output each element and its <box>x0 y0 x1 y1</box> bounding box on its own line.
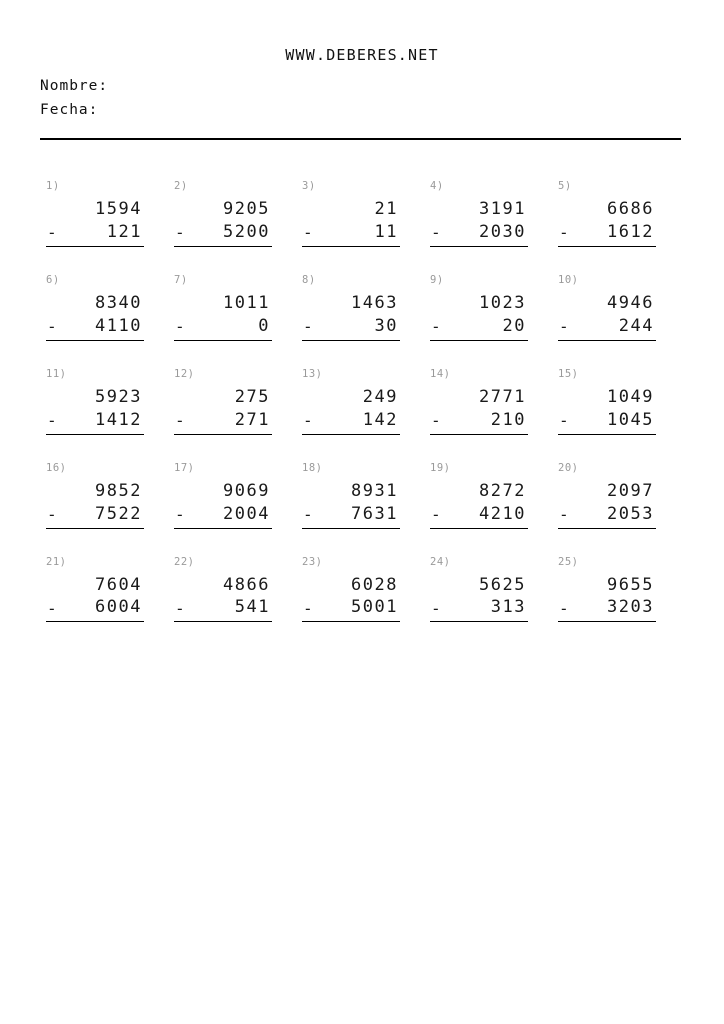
subtrahend-line <box>302 221 400 247</box>
operator-symbol: - <box>303 317 313 337</box>
problem-index: 11) <box>46 367 67 380</box>
operator-symbol: - <box>431 223 441 243</box>
subtrahend-line <box>174 221 272 247</box>
problem-index: 21) <box>46 555 67 568</box>
problem-cell <box>168 462 286 529</box>
subtrahend: 4210 <box>479 503 526 524</box>
problem-row <box>40 274 684 341</box>
operator-symbol: - <box>559 317 569 337</box>
subtrahend-line <box>46 409 144 435</box>
operator-symbol: - <box>559 411 569 431</box>
problem-cell <box>424 368 542 435</box>
minuend: 1023 <box>479 292 526 313</box>
operator-symbol: - <box>431 504 441 524</box>
operator-symbol: - <box>47 598 57 618</box>
problem-cell <box>40 462 158 529</box>
student-fields <box>40 78 680 126</box>
operator-symbol: - <box>431 317 441 337</box>
subtrahend: 30 <box>374 315 398 336</box>
problem-body <box>46 292 144 341</box>
subtrahend-line <box>302 409 400 435</box>
operator-symbol: - <box>175 504 185 524</box>
problem-index: 19) <box>430 461 451 474</box>
problem-index: 8) <box>302 273 316 286</box>
subtrahend-line <box>46 596 144 622</box>
operator-symbol: - <box>559 504 569 524</box>
operator-symbol: - <box>47 504 57 524</box>
problem-index: 24) <box>430 555 451 568</box>
operator-symbol: - <box>175 223 185 243</box>
subtrahend: 1412 <box>95 409 142 430</box>
problem-body <box>558 292 656 341</box>
problem-cell <box>296 180 414 247</box>
subtrahend: 142 <box>362 409 398 430</box>
operator-symbol: - <box>303 504 313 524</box>
problem-index: 22) <box>174 555 195 568</box>
subtrahend: 2030 <box>479 221 526 242</box>
subtrahend-line <box>302 503 400 529</box>
minuend: 1463 <box>351 292 398 313</box>
minuend: 275 <box>234 386 270 407</box>
minuend: 9205 <box>223 199 270 219</box>
problem-body <box>46 386 144 435</box>
problem-index: 23) <box>302 555 323 568</box>
problem-body <box>174 292 272 341</box>
minuend: 9852 <box>95 480 142 501</box>
problem-cell <box>40 556 158 623</box>
problem-index: 3) <box>302 180 316 192</box>
minuend: 2097 <box>607 480 654 501</box>
subtrahend: 6004 <box>95 597 142 618</box>
problem-row <box>40 368 684 435</box>
problem-index: 12) <box>174 367 195 380</box>
subtrahend-line <box>302 315 400 341</box>
problem-cell <box>168 274 286 341</box>
subtrahend: 541 <box>234 597 270 618</box>
subtrahend-line <box>558 503 656 529</box>
problem-index: 25) <box>558 555 579 568</box>
subtrahend: 244 <box>618 315 654 336</box>
subtrahend-line <box>174 409 272 435</box>
minuend: 8931 <box>351 480 398 501</box>
subtrahend-line <box>302 596 400 622</box>
minuend: 2771 <box>479 386 526 407</box>
problem-cell <box>40 368 158 435</box>
subtrahend-line <box>46 221 144 247</box>
site-title: WWW.DEBERES.NET <box>285 46 439 64</box>
problem-body <box>430 292 528 341</box>
operator-symbol: - <box>431 411 441 431</box>
subtrahend: 20 <box>502 315 526 336</box>
problem-body <box>174 574 272 623</box>
operator-symbol: - <box>175 411 185 431</box>
minuend: 7604 <box>95 574 142 595</box>
problem-cell <box>40 180 158 247</box>
problem-index: 5) <box>558 180 572 192</box>
subtrahend: 313 <box>490 597 526 618</box>
subtrahend-line <box>46 503 144 529</box>
subtrahend-line <box>558 409 656 435</box>
operator-symbol: - <box>175 598 185 618</box>
problem-row <box>40 462 684 529</box>
problem-body <box>302 574 400 623</box>
minuend: 4866 <box>223 574 270 595</box>
problem-index: 9) <box>430 273 444 286</box>
problem-index: 10) <box>558 273 579 286</box>
problem-body <box>558 574 656 623</box>
problem-index: 17) <box>174 461 195 474</box>
subtrahend-line <box>430 596 528 622</box>
problem-body <box>430 198 528 247</box>
problem-index: 4) <box>430 180 444 192</box>
problem-cell <box>424 462 542 529</box>
minuend: 9655 <box>607 574 654 595</box>
problem-body <box>430 386 528 435</box>
problem-cell <box>552 556 670 623</box>
subtrahend: 7631 <box>351 503 398 524</box>
operator-symbol: - <box>47 223 57 243</box>
problem-body <box>46 574 144 623</box>
operator-symbol: - <box>47 411 57 431</box>
operator-symbol: - <box>559 223 569 243</box>
problem-grid <box>40 180 684 649</box>
problem-cell <box>168 556 286 623</box>
minuend: 5923 <box>95 386 142 407</box>
problem-cell <box>296 274 414 341</box>
minuend: 5625 <box>479 574 526 595</box>
subtrahend: 11 <box>374 221 398 242</box>
minuend: 1049 <box>607 386 654 407</box>
subtrahend: 271 <box>234 409 270 430</box>
problem-index: 18) <box>302 461 323 474</box>
minuend: 8340 <box>95 292 142 313</box>
subtrahend: 210 <box>490 409 526 430</box>
subtrahend: 121 <box>106 221 142 242</box>
problem-cell <box>424 556 542 623</box>
subtrahend: 7522 <box>95 503 142 524</box>
name-field-label: Nombre: <box>40 78 109 94</box>
problem-cell <box>296 462 414 529</box>
subtrahend-line <box>558 221 656 247</box>
subtrahend-line <box>174 315 272 341</box>
problem-body <box>174 198 272 247</box>
operator-symbol: - <box>47 317 57 337</box>
problem-index: 15) <box>558 367 579 380</box>
problem-cell <box>424 274 542 341</box>
problem-index: 20) <box>558 461 579 474</box>
date-field-label: Fecha: <box>40 102 99 118</box>
operator-symbol: - <box>303 411 313 431</box>
problem-body <box>430 574 528 623</box>
subtrahend-line <box>430 315 528 341</box>
problem-cell <box>552 274 670 341</box>
subtrahend-line <box>558 596 656 622</box>
problem-body <box>302 386 400 435</box>
header-divider <box>40 138 681 140</box>
problem-index: 7) <box>174 273 188 286</box>
problem-cell <box>296 556 414 623</box>
problem-body <box>558 386 656 435</box>
problem-index: 13) <box>302 367 323 380</box>
problem-index: 16) <box>46 461 67 474</box>
subtrahend: 2004 <box>223 503 270 524</box>
problem-cell <box>552 462 670 529</box>
subtrahend: 1045 <box>607 409 654 430</box>
problem-cell <box>40 274 158 341</box>
problem-row <box>40 556 684 623</box>
minuend: 6686 <box>607 199 654 219</box>
subtrahend: 5001 <box>351 597 398 618</box>
operator-symbol: - <box>303 223 313 243</box>
subtrahend: 0 <box>258 315 270 336</box>
minuend: 1011 <box>223 292 270 313</box>
subtrahend: 2053 <box>607 503 654 524</box>
minuend: 1594 <box>95 199 142 219</box>
problem-cell <box>552 368 670 435</box>
problem-cell <box>168 368 286 435</box>
problem-body <box>302 480 400 529</box>
operator-symbol: - <box>431 598 441 618</box>
operator-symbol: - <box>303 598 313 618</box>
problem-index: 6) <box>46 273 60 286</box>
minuend: 9069 <box>223 480 270 501</box>
subtrahend-line <box>558 315 656 341</box>
problem-index: 14) <box>430 367 451 380</box>
problem-index: 1) <box>46 180 60 192</box>
minuend: 8272 <box>479 480 526 501</box>
subtrahend-line <box>46 315 144 341</box>
problem-cell <box>168 180 286 247</box>
problem-body <box>558 480 656 529</box>
subtrahend-line <box>430 503 528 529</box>
problem-cell <box>424 180 542 247</box>
problem-body <box>302 292 400 341</box>
operator-symbol: - <box>175 317 185 337</box>
problem-cell <box>552 180 670 247</box>
problem-body <box>46 198 144 247</box>
problem-body <box>430 480 528 529</box>
subtrahend-line <box>174 503 272 529</box>
minuend: 21 <box>374 199 398 219</box>
minuend: 6028 <box>351 574 398 595</box>
subtrahend-line <box>430 409 528 435</box>
subtrahend: 5200 <box>223 221 270 242</box>
subtrahend-line <box>174 596 272 622</box>
problem-body <box>558 198 656 247</box>
problem-body <box>46 480 144 529</box>
problem-cell <box>296 368 414 435</box>
problem-row <box>40 180 684 247</box>
subtrahend: 4110 <box>95 315 142 336</box>
problem-body <box>302 198 400 247</box>
subtrahend: 3203 <box>607 597 654 618</box>
problem-body <box>174 386 272 435</box>
problem-index: 2) <box>174 180 188 192</box>
minuend: 249 <box>362 386 398 407</box>
subtrahend: 1612 <box>607 221 654 242</box>
minuend: 4946 <box>607 292 654 313</box>
minuend: 3191 <box>479 199 526 219</box>
operator-symbol: - <box>559 598 569 618</box>
problem-body <box>174 480 272 529</box>
subtrahend-line <box>430 221 528 247</box>
